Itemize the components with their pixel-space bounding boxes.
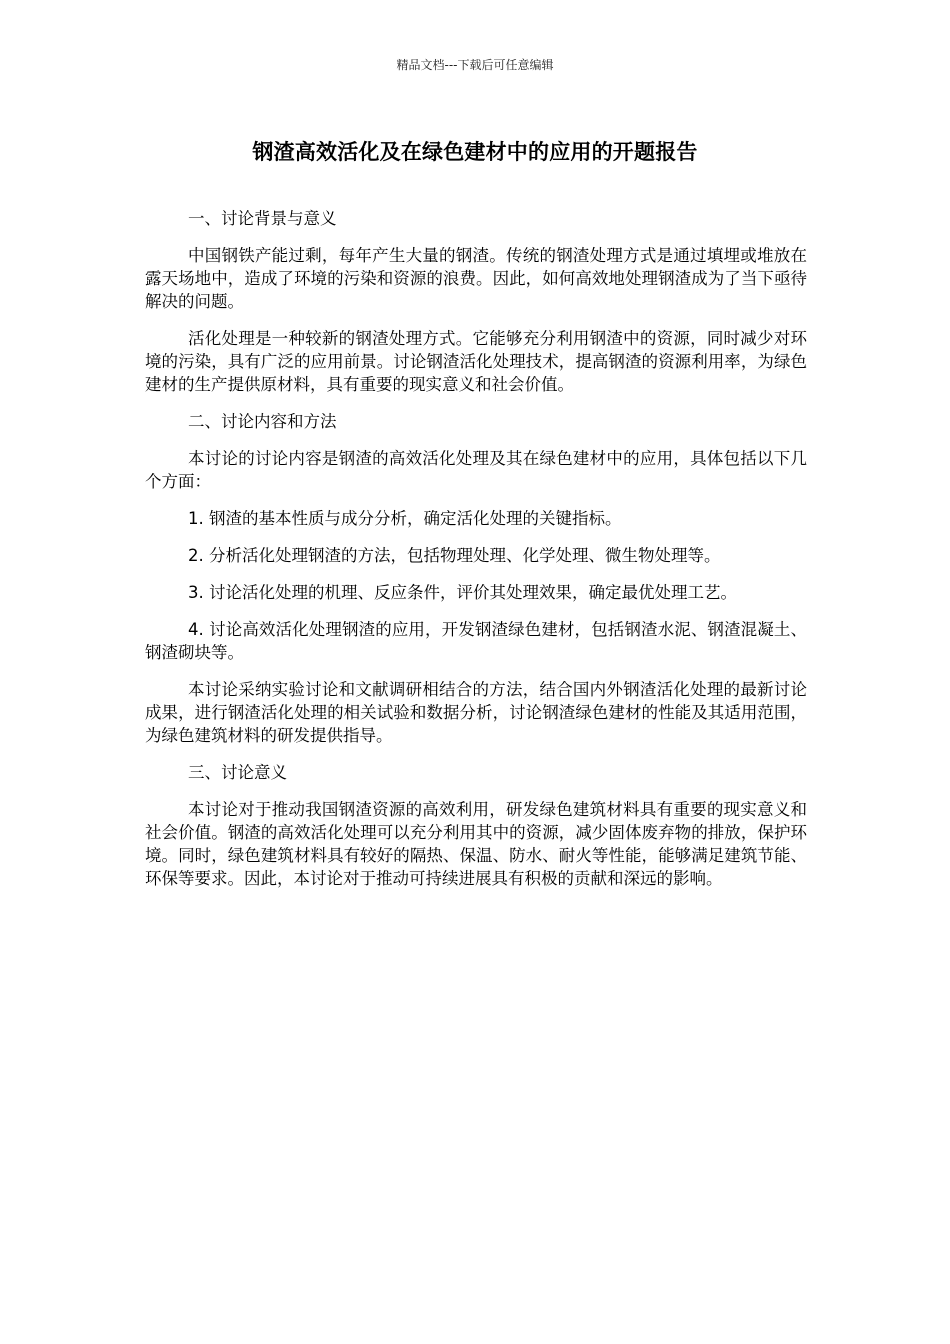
section-heading-significance: 三、讨论意义: [188, 763, 287, 782]
paragraph-background-2: 活化处理是一种较新的钢渣处理方式。它能够充分利用钢渣中的资源，同时减少对环境的污染，具有广泛的应用前景。讨论钢渣活化处理技术，提高钢渣的资源利用率，为绿色建材的生产提供原材料，具有重要的现实意义和社会价值。: [145, 329, 807, 394]
document-title: 钢渣高效活化及在绿色建材中的应用的开题报告: [252, 140, 698, 164]
list-item-4: 4. 讨论高效活化处理钢渣的应用，开发钢渣绿色建材，包括钢渣水泥、钢渣混凝土、钢渣砌块等。: [145, 620, 807, 662]
header-note: 精品文档---下载后可任意编辑: [396, 58, 554, 72]
paragraph-methods: 本讨论采纳实验讨论和文献调研相结合的方法，结合国内外钢渣活化处理的最新讨论成果，进行钢渣活化处理的相关试验和数据分析，讨论钢渣绿色建材的性能及其适用范围，为绿色建筑材料的研发提供指导。: [145, 680, 807, 745]
list-item-3: 3. 讨论活化处理的机理、反应条件，评价其处理效果，确定最优处理工艺。: [188, 583, 737, 602]
document-body: [145, 207, 807, 904]
list-item-1: 1. 钢渣的基本性质与成分分析，确定活化处理的关键指标。: [188, 509, 622, 528]
section-heading-content-methods: 二、讨论内容和方法: [188, 412, 337, 431]
paragraph-background-1: 中国钢铁产能过剩，每年产生大量的钢渣。传统的钢渣处理方式是通过填埋或堆放在露天场地中，造成了环境的污染和资源的浪费。因此，如何高效地处理钢渣成为了当下亟待解决的问题。: [145, 246, 807, 311]
paragraph-significance: 本讨论对于推动我国钢渣资源的高效利用，研发绿色建筑材料具有重要的现实意义和社会价值。钢渣的高效活化处理可以充分利用其中的资源，减少固体废弃物的排放，保护环境。同时，绿色建筑材料具有较好的隔热、保温、防水、耐火等性能，能够满足建筑节能、环保等要求。因此，本讨论对于推动可持续进展具有积极的贡献和深远的影响。: [145, 800, 807, 888]
paragraph-content-intro: 本讨论的讨论内容是钢渣的高效活化处理及其在绿色建材中的应用，具体包括以下几个方面：: [145, 449, 807, 491]
list-item-2: 2. 分析活化处理钢渣的方法，包括物理处理、化学处理、微生物处理等。: [188, 546, 721, 565]
section-heading-background: 一、讨论背景与意义: [188, 209, 337, 228]
